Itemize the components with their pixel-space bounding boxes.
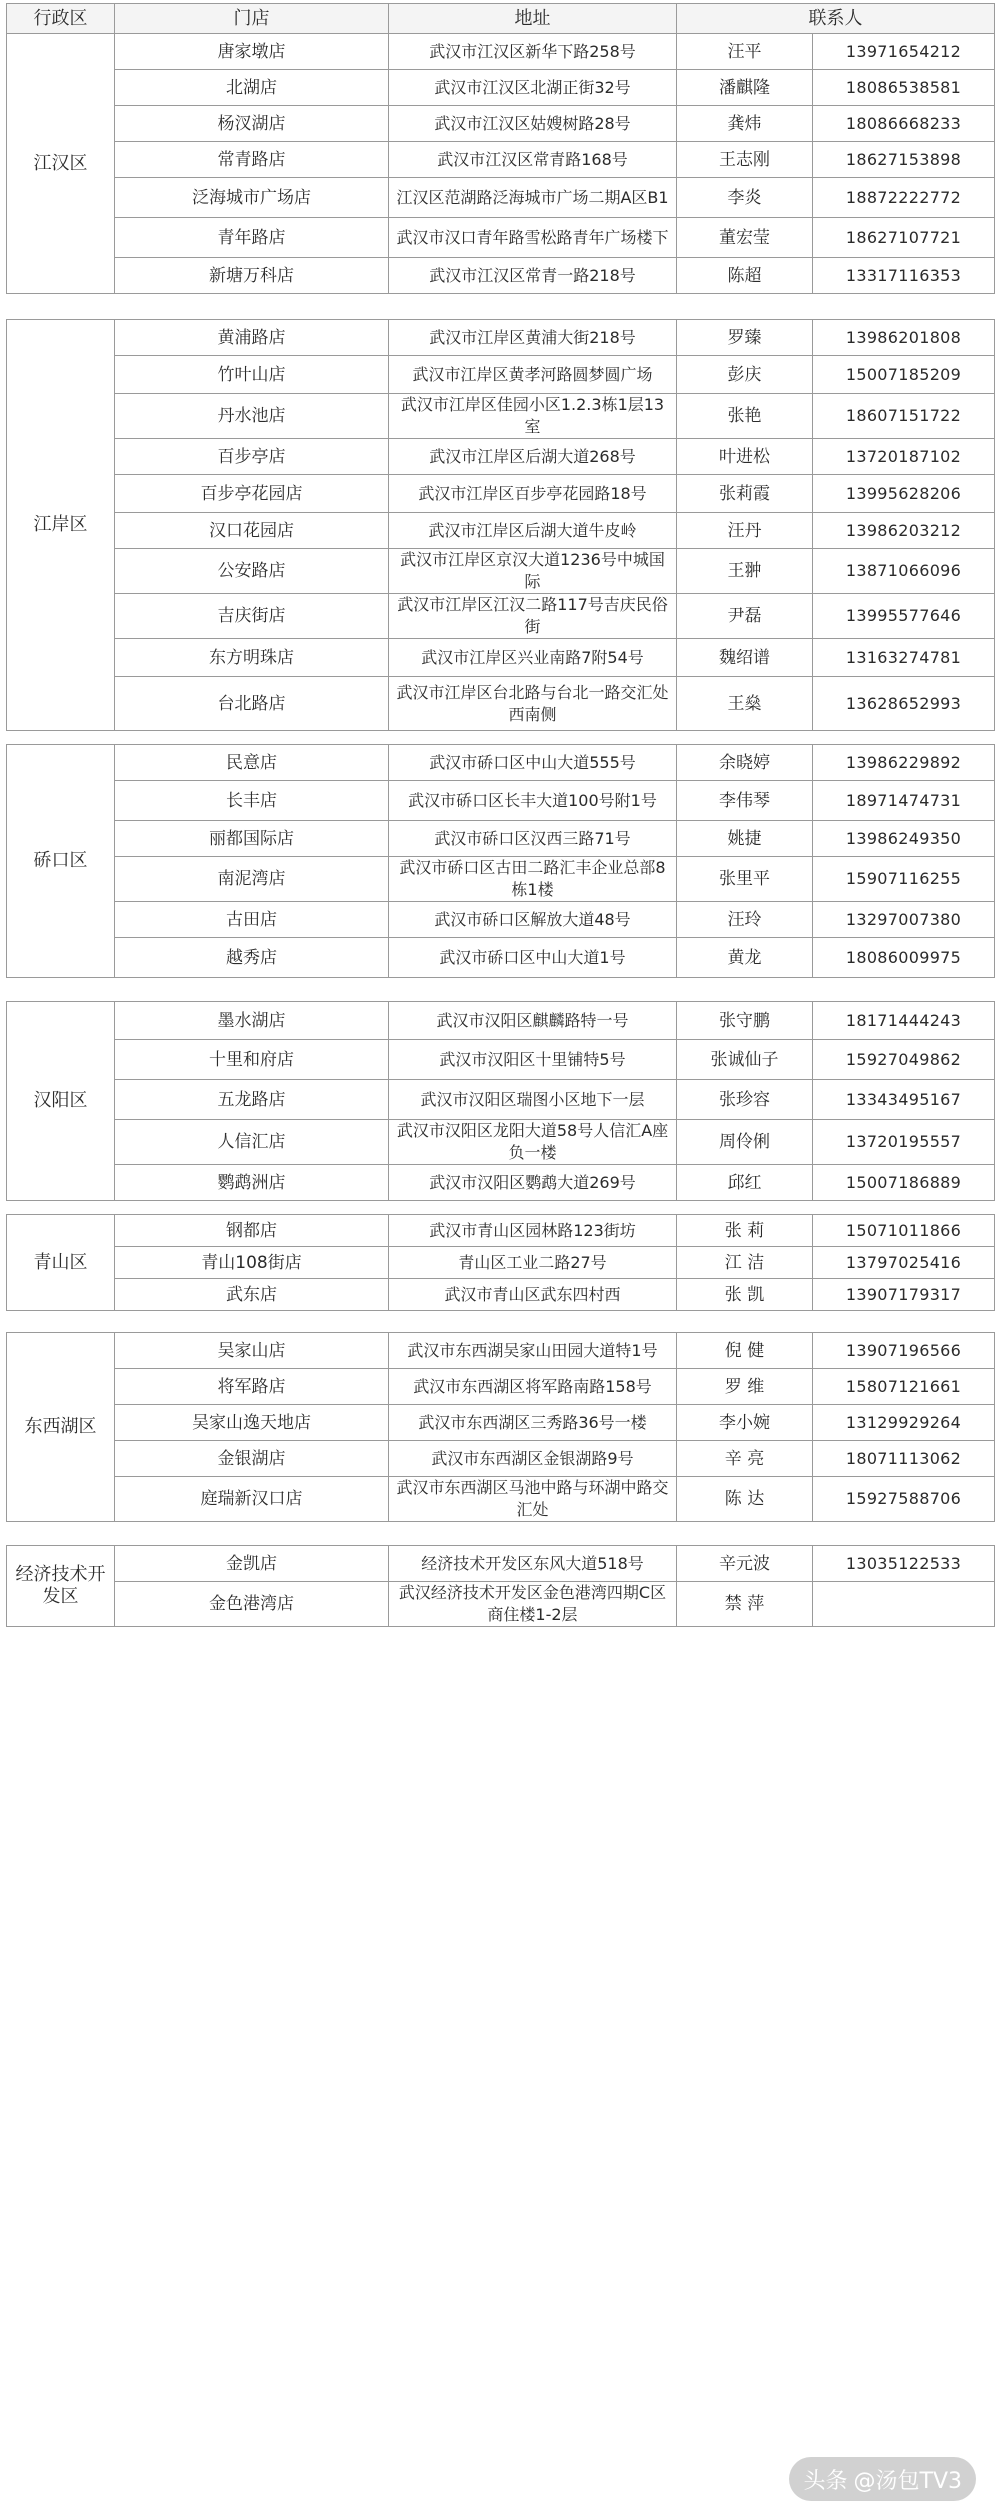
address-cell: 武汉市江岸区江汉二路117号吉庆民俗街 <box>389 594 677 639</box>
contact-name-cell: 陈超 <box>677 258 813 294</box>
header-address: 地址 <box>389 4 677 34</box>
contact-phone-cell: 15927588706 <box>813 1477 995 1522</box>
contact-phone-cell <box>813 1582 995 1627</box>
table-row <box>7 1582 995 1627</box>
address-cell: 武汉市江汉区新华下路258号 <box>389 34 677 70</box>
table-row <box>7 677 995 731</box>
contact-phone-cell: 18971474731 <box>813 781 995 821</box>
group-separator-row <box>7 1522 995 1546</box>
store-cell: 青年路店 <box>115 218 389 258</box>
store-cell: 百步亭店 <box>115 439 389 475</box>
separator-cell <box>7 1201 115 1215</box>
separator-cell <box>677 294 813 320</box>
store-cell: 唐家墩店 <box>115 34 389 70</box>
table-row <box>7 1165 995 1201</box>
table-header-row <box>7 4 995 34</box>
separator-cell <box>389 294 677 320</box>
store-cell: 吴家山店 <box>115 1333 389 1369</box>
contact-name-cell: 尹磊 <box>677 594 813 639</box>
table-row <box>7 1369 995 1405</box>
store-cell: 墨水湖店 <box>115 1002 389 1040</box>
contact-phone-cell: 18627107721 <box>813 218 995 258</box>
store-cell: 钢都店 <box>115 1215 389 1247</box>
address-cell: 武汉市江汉区北湖正街32号 <box>389 70 677 106</box>
store-cell: 将军路店 <box>115 1369 389 1405</box>
contact-phone-cell: 15007186889 <box>813 1165 995 1201</box>
contact-phone-cell: 13797025416 <box>813 1247 995 1279</box>
store-cell: 泛海城市广场店 <box>115 178 389 218</box>
header-district: 行政区 <box>7 4 115 34</box>
contact-name-cell: 汪玲 <box>677 902 813 938</box>
district-cell: 东西湖区 <box>7 1333 115 1522</box>
address-cell: 武汉市硚口区解放大道48号 <box>389 902 677 938</box>
address-cell: 武汉市汉阳区十里铺特5号 <box>389 1040 677 1080</box>
contact-phone-cell: 18071113062 <box>813 1441 995 1477</box>
contact-phone-cell: 13986229892 <box>813 745 995 781</box>
table-row <box>7 902 995 938</box>
address-cell: 武汉市江汉区常青路168号 <box>389 142 677 178</box>
store-cell: 北湖店 <box>115 70 389 106</box>
store-cell: 青山108街店 <box>115 1247 389 1279</box>
store-cell: 庭瑞新汉口店 <box>115 1477 389 1522</box>
table-row <box>7 106 995 142</box>
contact-name-cell: 张珍容 <box>677 1080 813 1120</box>
contact-name-cell: 张艳 <box>677 394 813 439</box>
district-cell: 经济技术开发区 <box>7 1546 115 1627</box>
address-cell: 武汉市江岸区台北路与台北一路交汇处西南侧 <box>389 677 677 731</box>
table-row <box>7 1215 995 1247</box>
table-row <box>7 439 995 475</box>
address-cell: 武汉市青山区武东四村西 <box>389 1279 677 1311</box>
address-cell: 武汉市汉阳区龙阳大道58号人信汇A座负一楼 <box>389 1120 677 1165</box>
contact-phone-cell: 18086538581 <box>813 70 995 106</box>
contact-name-cell: 汪平 <box>677 34 813 70</box>
store-cell: 人信汇店 <box>115 1120 389 1165</box>
contact-phone-cell: 13907179317 <box>813 1279 995 1311</box>
address-cell: 武汉市东西湖吴家山田园大道特1号 <box>389 1333 677 1369</box>
address-cell: 武汉市江岸区后湖大道牛皮岭 <box>389 513 677 549</box>
contact-name-cell: 董宏莹 <box>677 218 813 258</box>
contact-name-cell: 邱红 <box>677 1165 813 1201</box>
separator-cell <box>7 1311 115 1333</box>
address-cell: 武汉市江汉区姑嫂树路28号 <box>389 106 677 142</box>
contact-phone-cell: 13297007380 <box>813 902 995 938</box>
separator-cell <box>115 1201 389 1215</box>
store-cell: 公安路店 <box>115 549 389 594</box>
table-row <box>7 70 995 106</box>
table-row <box>7 549 995 594</box>
header-store: 门店 <box>115 4 389 34</box>
table-row <box>7 938 995 978</box>
contact-phone-cell: 18086668233 <box>813 106 995 142</box>
address-cell: 武汉市汉阳区麒麟路特一号 <box>389 1002 677 1040</box>
store-cell: 金凯店 <box>115 1546 389 1582</box>
separator-cell <box>389 1311 677 1333</box>
table-row <box>7 1040 995 1080</box>
separator-cell <box>115 1522 389 1546</box>
group-separator-row <box>7 1201 995 1215</box>
separator-cell <box>7 978 115 1002</box>
separator-cell <box>813 731 995 745</box>
watermark-prefix: 头条 <box>803 2468 848 2494</box>
contact-phone-cell: 18607151722 <box>813 394 995 439</box>
contact-phone-cell: 15071011866 <box>813 1215 995 1247</box>
table-row <box>7 394 995 439</box>
separator-cell <box>389 978 677 1002</box>
table-row <box>7 781 995 821</box>
contact-phone-cell: 13163274781 <box>813 639 995 677</box>
separator-cell <box>813 978 995 1002</box>
contact-name-cell: 罗 维 <box>677 1369 813 1405</box>
address-cell: 武汉市东西湖区马池中路与环湖中路交汇处 <box>389 1477 677 1522</box>
header-contact: 联系人 <box>677 4 995 34</box>
store-cell: 吴家山逸天地店 <box>115 1405 389 1441</box>
contact-phone-cell: 13343495167 <box>813 1080 995 1120</box>
address-cell: 武汉市东西湖区金银湖路9号 <box>389 1441 677 1477</box>
contact-name-cell: 张莉霞 <box>677 475 813 513</box>
table-body <box>7 34 995 1627</box>
address-cell: 武汉经济技术开发区金色港湾四期C区商住楼1-2层 <box>389 1582 677 1627</box>
contact-name-cell: 张里平 <box>677 857 813 902</box>
contact-name-cell: 李小婉 <box>677 1405 813 1441</box>
store-cell: 鹦鹉洲店 <box>115 1165 389 1201</box>
separator-cell <box>677 1311 813 1333</box>
contact-name-cell: 张 凯 <box>677 1279 813 1311</box>
store-cell: 黄浦路店 <box>115 320 389 356</box>
table-row <box>7 745 995 781</box>
table-row <box>7 1247 995 1279</box>
store-cell: 金银湖店 <box>115 1441 389 1477</box>
contact-phone-cell: 18171444243 <box>813 1002 995 1040</box>
store-cell: 越秀店 <box>115 938 389 978</box>
address-cell: 武汉市江岸区佳园小区1.2.3栋1层13室 <box>389 394 677 439</box>
district-cell: 江岸区 <box>7 320 115 731</box>
separator-cell <box>115 978 389 1002</box>
store-cell: 金色港湾店 <box>115 1582 389 1627</box>
contact-phone-cell: 18086009975 <box>813 938 995 978</box>
address-cell: 武汉市江岸区黄孝河路圆梦圆广场 <box>389 356 677 394</box>
table-row <box>7 639 995 677</box>
contact-name-cell: 张诚仙子 <box>677 1040 813 1080</box>
contact-name-cell: 王翀 <box>677 549 813 594</box>
contact-name-cell: 彭庆 <box>677 356 813 394</box>
contact-phone-cell: 13907196566 <box>813 1333 995 1369</box>
store-cell: 新塘万科店 <box>115 258 389 294</box>
separator-cell <box>7 731 115 745</box>
separator-cell <box>389 1522 677 1546</box>
contact-name-cell: 罗臻 <box>677 320 813 356</box>
contact-name-cell: 周伶俐 <box>677 1120 813 1165</box>
separator-cell <box>115 294 389 320</box>
address-cell: 武汉市东西湖区将军路南路158号 <box>389 1369 677 1405</box>
separator-cell <box>7 1522 115 1546</box>
contact-name-cell: 倪 健 <box>677 1333 813 1369</box>
store-cell: 常青路店 <box>115 142 389 178</box>
address-cell: 武汉市硚口区古田二路汇丰企业总部8栋1楼 <box>389 857 677 902</box>
contact-phone-cell: 13995628206 <box>813 475 995 513</box>
separator-cell <box>813 1311 995 1333</box>
store-cell: 长丰店 <box>115 781 389 821</box>
contact-phone-cell: 13995577646 <box>813 594 995 639</box>
contact-name-cell: 王燊 <box>677 677 813 731</box>
store-cell: 五龙路店 <box>115 1080 389 1120</box>
contact-name-cell: 余晓婷 <box>677 745 813 781</box>
store-cell: 杨汊湖店 <box>115 106 389 142</box>
table-row <box>7 1120 995 1165</box>
address-cell: 青山区工业二路27号 <box>389 1247 677 1279</box>
group-separator-row <box>7 731 995 745</box>
table-row <box>7 1477 995 1522</box>
address-cell: 武汉市硚口区长丰大道100号附1号 <box>389 781 677 821</box>
separator-cell <box>677 1522 813 1546</box>
contact-phone-cell: 18872222772 <box>813 178 995 218</box>
district-cell: 硚口区 <box>7 745 115 978</box>
contact-name-cell: 王志刚 <box>677 142 813 178</box>
group-separator-row <box>7 978 995 1002</box>
address-cell: 武汉市汉口青年路雪松路青年广场楼下 <box>389 218 677 258</box>
contact-name-cell: 魏绍谱 <box>677 639 813 677</box>
store-cell: 百步亭花园店 <box>115 475 389 513</box>
watermark <box>789 2457 976 2501</box>
contact-phone-cell: 15927049862 <box>813 1040 995 1080</box>
contact-phone-cell: 13986203212 <box>813 513 995 549</box>
contact-name-cell: 姚捷 <box>677 821 813 857</box>
separator-cell <box>115 731 389 745</box>
district-cell: 江汉区 <box>7 34 115 294</box>
address-cell: 武汉市硚口区中山大道1号 <box>389 938 677 978</box>
district-cell: 青山区 <box>7 1215 115 1311</box>
table-row <box>7 594 995 639</box>
store-cell: 丹水池店 <box>115 394 389 439</box>
store-directory-table <box>6 3 995 1627</box>
store-cell: 民意店 <box>115 745 389 781</box>
separator-cell <box>677 1201 813 1215</box>
contact-phone-cell: 13971654212 <box>813 34 995 70</box>
contact-phone-cell: 13628652993 <box>813 677 995 731</box>
table-row <box>7 821 995 857</box>
contact-phone-cell: 13720187102 <box>813 439 995 475</box>
separator-cell <box>813 1522 995 1546</box>
separator-cell <box>677 978 813 1002</box>
address-cell: 武汉市江汉区常青一路218号 <box>389 258 677 294</box>
contact-name-cell: 辛 亮 <box>677 1441 813 1477</box>
address-cell: 经济技术开发区东风大道518号 <box>389 1546 677 1582</box>
contact-name-cell: 江 洁 <box>677 1247 813 1279</box>
group-separator-row <box>7 294 995 320</box>
table-row <box>7 1002 995 1040</box>
separator-cell <box>677 731 813 745</box>
address-cell: 武汉市江岸区百步亭花园路18号 <box>389 475 677 513</box>
address-cell: 武汉市东西湖区三秀路36号一楼 <box>389 1405 677 1441</box>
table-row <box>7 356 995 394</box>
store-cell: 南泥湾店 <box>115 857 389 902</box>
contact-name-cell: 李伟琴 <box>677 781 813 821</box>
table-row <box>7 1405 995 1441</box>
separator-cell <box>813 1201 995 1215</box>
table-row <box>7 1441 995 1477</box>
table-row <box>7 142 995 178</box>
store-cell: 台北路店 <box>115 677 389 731</box>
table-row <box>7 475 995 513</box>
address-cell: 武汉市青山区园林路123街坊 <box>389 1215 677 1247</box>
store-cell: 十里和府店 <box>115 1040 389 1080</box>
contact-phone-cell: 13317116353 <box>813 258 995 294</box>
watermark-handle: @汤包TV3 <box>853 2468 962 2494</box>
table-row <box>7 320 995 356</box>
contact-name-cell: 潘麒隆 <box>677 70 813 106</box>
address-cell: 武汉市硚口区中山大道555号 <box>389 745 677 781</box>
contact-name-cell: 李炎 <box>677 178 813 218</box>
contact-name-cell: 汪丹 <box>677 513 813 549</box>
address-cell: 武汉市汉阳区鹦鹉大道269号 <box>389 1165 677 1201</box>
contact-name-cell: 辛元波 <box>677 1546 813 1582</box>
store-cell: 汉口花园店 <box>115 513 389 549</box>
contact-name-cell: 陈 达 <box>677 1477 813 1522</box>
table-row <box>7 258 995 294</box>
contact-phone-cell: 13720195557 <box>813 1120 995 1165</box>
separator-cell <box>7 294 115 320</box>
contact-phone-cell: 13035122533 <box>813 1546 995 1582</box>
contact-name-cell: 龚炜 <box>677 106 813 142</box>
table-row <box>7 218 995 258</box>
address-cell: 武汉市江岸区京汉大道1236号中城国际 <box>389 549 677 594</box>
contact-phone-cell: 15007185209 <box>813 356 995 394</box>
store-cell: 丽都国际店 <box>115 821 389 857</box>
store-cell: 古田店 <box>115 902 389 938</box>
store-cell: 武东店 <box>115 1279 389 1311</box>
group-separator-row <box>7 1311 995 1333</box>
address-cell: 武汉市江岸区兴业南路7附54号 <box>389 639 677 677</box>
contact-name-cell: 禁 萍 <box>677 1582 813 1627</box>
store-cell: 竹叶山店 <box>115 356 389 394</box>
contact-phone-cell: 15907116255 <box>813 857 995 902</box>
table-row <box>7 857 995 902</box>
separator-cell <box>813 294 995 320</box>
store-cell: 东方明珠店 <box>115 639 389 677</box>
address-cell: 武汉市江岸区后湖大道268号 <box>389 439 677 475</box>
contact-phone-cell: 13986201808 <box>813 320 995 356</box>
table-row <box>7 1279 995 1311</box>
table-row <box>7 513 995 549</box>
contact-name-cell: 叶进松 <box>677 439 813 475</box>
contact-phone-cell: 13871066096 <box>813 549 995 594</box>
contact-name-cell: 张 莉 <box>677 1215 813 1247</box>
separator-cell <box>115 1311 389 1333</box>
table-row <box>7 178 995 218</box>
contact-phone-cell: 18627153898 <box>813 142 995 178</box>
table-row <box>7 1333 995 1369</box>
table-row <box>7 1080 995 1120</box>
address-cell: 武汉市江岸区黄浦大街218号 <box>389 320 677 356</box>
address-cell: 武汉市汉阳区瑞图小区地下一层 <box>389 1080 677 1120</box>
separator-cell <box>389 1201 677 1215</box>
address-cell: 江汉区范湖路泛海城市广场二期A区B1 <box>389 178 677 218</box>
separator-cell <box>389 731 677 745</box>
contact-name-cell: 张守鹏 <box>677 1002 813 1040</box>
store-cell: 吉庆街店 <box>115 594 389 639</box>
contact-name-cell: 黄龙 <box>677 938 813 978</box>
district-cell: 汉阳区 <box>7 1002 115 1201</box>
table-row <box>7 1546 995 1582</box>
table-row <box>7 34 995 70</box>
address-cell: 武汉市硚口区汉西三路71号 <box>389 821 677 857</box>
contact-phone-cell: 13129929264 <box>813 1405 995 1441</box>
contact-phone-cell: 15807121661 <box>813 1369 995 1405</box>
contact-phone-cell: 13986249350 <box>813 821 995 857</box>
